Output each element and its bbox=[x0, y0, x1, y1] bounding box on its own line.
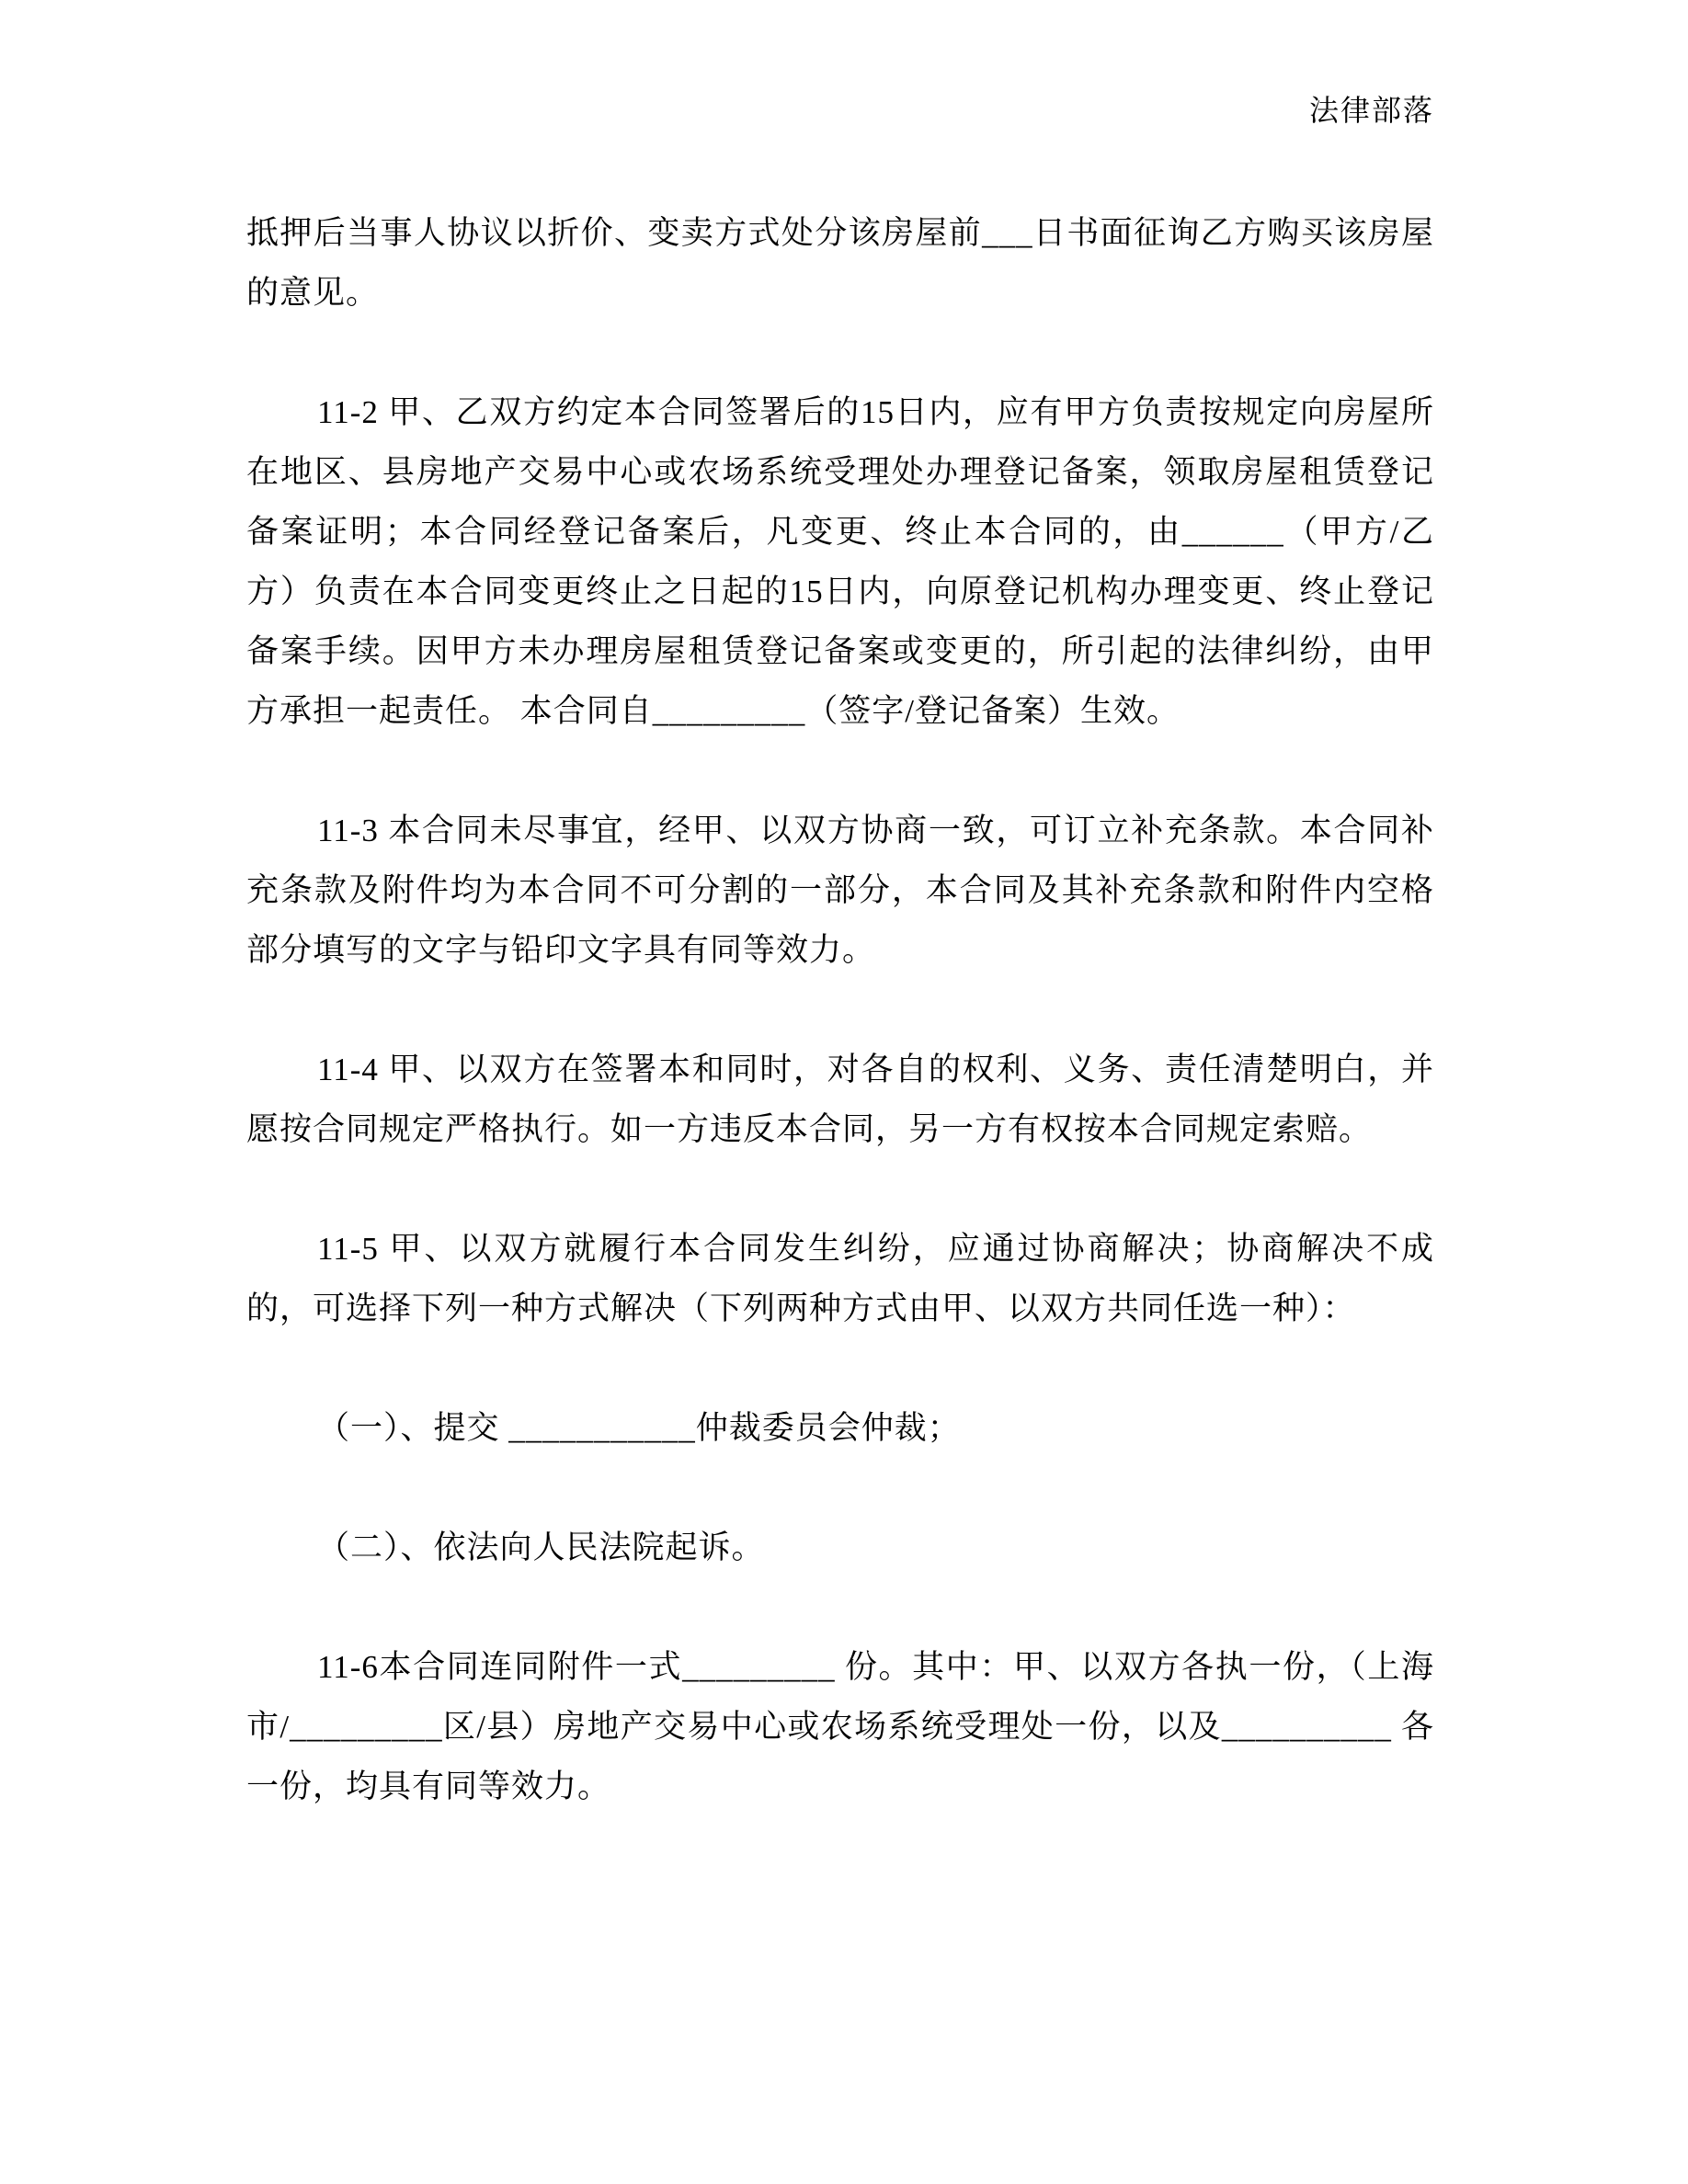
page-title: 法律部落 bbox=[1308, 94, 1434, 127]
paragraph: 11-2 甲、乙双方约定本合同签署后的15日内，应有甲方负责按规定向房屋所在地区、县房地产交易中心或农场系统受理处办理登记备案，领取房屋租赁登记备案证明；本合同经登记备案后，凡变更、终止本合同的，由______（甲方/乙方）负责在本合同变更终止之日起的15日内，向原登记机构办理变更、终止登记备案手续。因甲方未办理房屋租赁登记备案或变更的，所引起的法律纠纷，由甲方承担一起责任。 本合同自_________（签字/登记备案）生效。 bbox=[246, 394, 1434, 729]
document-body bbox=[246, 203, 1434, 1816]
paragraph: （一）、提交 ___________仲裁委员会仲裁； bbox=[317, 1410, 961, 1446]
paragraph: 11-6本合同连同附件一式_________ 份。其中：甲、以双方各执一份，（上海市/_________区/县）房地产交易中心或农场系统受理处一份，以及__________ 各一份，均具有同等效力。 bbox=[246, 1649, 1434, 1804]
paragraph: 抵押后当事人协议以折价、变卖方式处分该房屋前___日书面征询乙方购买该房屋的意见。 bbox=[246, 215, 1434, 311]
paragraph: 11-3 本合同未尽事宜，经甲、以双方协商一致，可订立补充条款。本合同补充条款及附件均为本合同不可分割的一部分，本合同及其补充条款和附件内空格部分填写的文字与铅印文字具有同等效力。 bbox=[246, 813, 1434, 968]
paragraph: （二）、依法向人民法院起诉。 bbox=[317, 1530, 765, 1565]
paragraph: 11-5 甲、以双方就履行本合同发生纠纷，应通过协商解决；协商解决不成的，可选择下列一种方式解决（下列两种方式由甲、以双方共同任选一种）： bbox=[246, 1231, 1434, 1326]
paragraph: 11-4 甲、以双方在签署本和同时，对各自的权利、义务、责任清楚明白，并愿按合同规定严格执行。如一方违反本合同，另一方有权按本合同规定索赔。 bbox=[246, 1052, 1434, 1147]
